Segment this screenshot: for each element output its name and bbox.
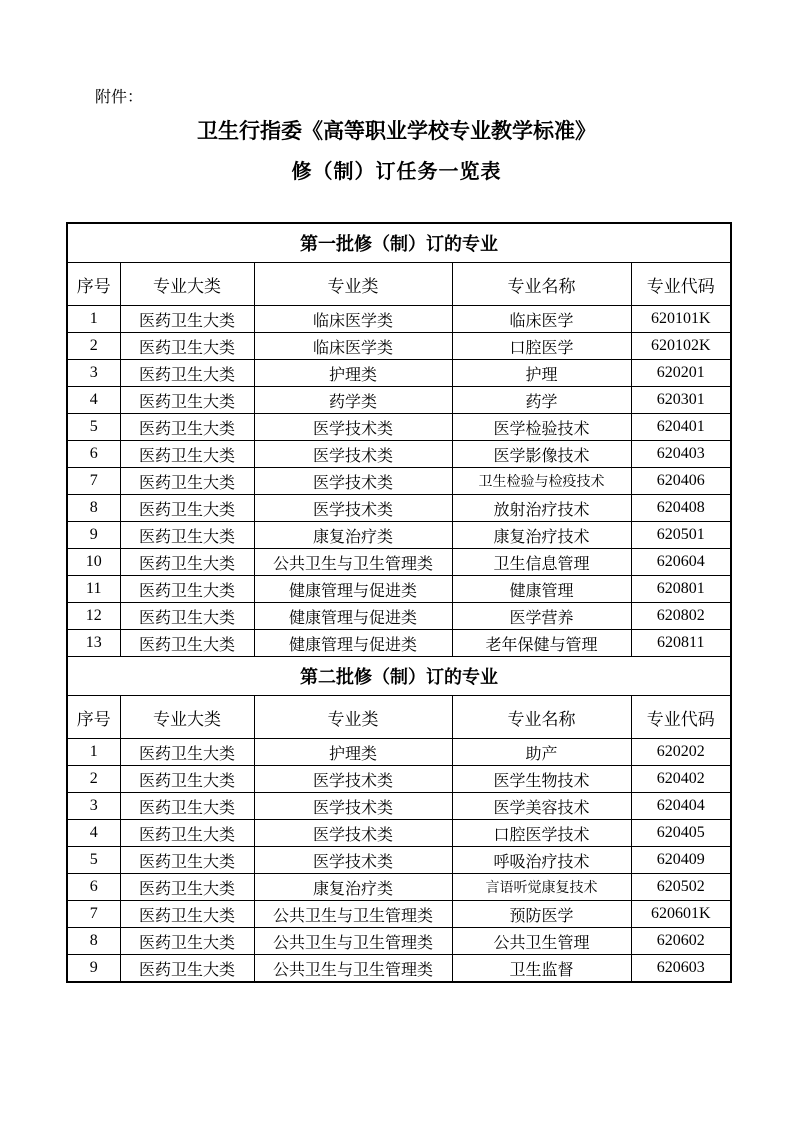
table-cell: 6 <box>67 441 120 468</box>
table-cell: 11 <box>67 576 120 603</box>
table-row <box>67 522 731 549</box>
table-cell: 临床医学类 <box>254 333 452 360</box>
table-cell: 13 <box>67 630 120 657</box>
table-cell: 7 <box>67 468 120 495</box>
table-cell: 医学技术类 <box>254 793 452 820</box>
table-cell: 620201 <box>631 360 731 387</box>
table-cell: 医药卫生大类 <box>120 441 254 468</box>
column-header: 专业类 <box>254 696 452 739</box>
table-cell: 医药卫生大类 <box>120 847 254 874</box>
table-row <box>67 847 731 874</box>
table-cell: 公共卫生与卫生管理类 <box>254 928 452 955</box>
table-row <box>67 360 731 387</box>
table-cell: 医药卫生大类 <box>120 576 254 603</box>
table-cell: 康复治疗技术 <box>452 522 631 549</box>
table-cell: 620406 <box>631 468 731 495</box>
table-cell: 8 <box>67 495 120 522</box>
table-cell: 10 <box>67 549 120 576</box>
table-cell: 620802 <box>631 603 731 630</box>
table-cell: 医学技术类 <box>254 414 452 441</box>
attachment-label: 附件： <box>95 89 144 106</box>
table-cell: 8 <box>67 928 120 955</box>
table-cell: 7 <box>67 901 120 928</box>
table-cell: 医学影像技术 <box>452 441 631 468</box>
table-cell: 1 <box>67 306 120 333</box>
table-cell: 呼吸治疗技术 <box>452 847 631 874</box>
column-header: 序号 <box>67 263 120 306</box>
table-cell: 620404 <box>631 793 731 820</box>
table-cell: 1 <box>67 739 120 766</box>
document-title-line2: 修（制）订任务一览表 <box>291 161 502 183</box>
table-cell: 老年保健与管理 <box>452 630 631 657</box>
table-cell: 4 <box>67 820 120 847</box>
section-title: 第一批修（制）订的专业 <box>67 223 731 263</box>
table-row <box>67 901 731 928</box>
table-cell: 医学技术类 <box>254 820 452 847</box>
table-row <box>67 468 731 495</box>
column-header: 专业名称 <box>452 263 631 306</box>
table-cell: 康复治疗类 <box>254 874 452 901</box>
table-cell: 医药卫生大类 <box>120 630 254 657</box>
table-cell: 医药卫生大类 <box>120 306 254 333</box>
table-cell: 卫生监督 <box>452 955 631 983</box>
table-cell: 公共卫生与卫生管理类 <box>254 955 452 983</box>
table-cell: 医药卫生大类 <box>120 549 254 576</box>
table-cell: 药学类 <box>254 387 452 414</box>
table-cell: 620501 <box>631 522 731 549</box>
table-cell: 医药卫生大类 <box>120 360 254 387</box>
table-row <box>67 549 731 576</box>
table-row <box>67 793 731 820</box>
table-cell: 医药卫生大类 <box>120 739 254 766</box>
table-cell: 620202 <box>631 739 731 766</box>
table-cell: 医学技术类 <box>254 441 452 468</box>
table-cell: 620301 <box>631 387 731 414</box>
table-cell: 口腔医学 <box>452 333 631 360</box>
column-header: 序号 <box>67 696 120 739</box>
table-row <box>67 739 731 766</box>
table-cell: 5 <box>67 847 120 874</box>
table-row <box>67 630 731 657</box>
table-row <box>67 820 731 847</box>
column-header: 专业大类 <box>120 696 254 739</box>
table-cell: 医药卫生大类 <box>120 522 254 549</box>
column-header: 专业代码 <box>631 263 731 306</box>
table-cell: 医学技术类 <box>254 847 452 874</box>
table-cell: 620602 <box>631 928 731 955</box>
table-cell: 医学美容技术 <box>452 793 631 820</box>
table-cell: 医药卫生大类 <box>120 603 254 630</box>
table-row <box>67 874 731 901</box>
revision-task-table <box>66 222 732 983</box>
table-cell: 医药卫生大类 <box>120 468 254 495</box>
table-cell: 4 <box>67 387 120 414</box>
table-cell: 临床医学类 <box>254 306 452 333</box>
task-table-body <box>67 223 731 982</box>
table-cell: 620102K <box>631 333 731 360</box>
table-cell: 2 <box>67 766 120 793</box>
table-cell: 健康管理与促进类 <box>254 630 452 657</box>
table-cell: 医药卫生大类 <box>120 766 254 793</box>
table-cell: 康复治疗类 <box>254 522 452 549</box>
table-cell: 医药卫生大类 <box>120 387 254 414</box>
table-cell: 医学营养 <box>452 603 631 630</box>
table-cell: 医药卫生大类 <box>120 955 254 983</box>
table-cell: 医学检验技术 <box>452 414 631 441</box>
table-cell: 言语听觉康复技术 <box>452 874 631 901</box>
table-cell: 9 <box>67 955 120 983</box>
table-cell: 公共卫生与卫生管理类 <box>254 549 452 576</box>
table-row <box>67 387 731 414</box>
table-cell: 护理类 <box>254 360 452 387</box>
table-cell: 3 <box>67 360 120 387</box>
table-cell: 620811 <box>631 630 731 657</box>
column-header-row <box>67 263 731 306</box>
table-row <box>67 576 731 603</box>
table-cell: 620801 <box>631 576 731 603</box>
table-cell: 医学技术类 <box>254 468 452 495</box>
table-cell: 9 <box>67 522 120 549</box>
table-cell: 6 <box>67 874 120 901</box>
table-cell: 医学技术类 <box>254 766 452 793</box>
table-cell: 620408 <box>631 495 731 522</box>
table-cell: 医药卫生大类 <box>120 928 254 955</box>
table-cell: 医药卫生大类 <box>120 901 254 928</box>
table-cell: 医学技术类 <box>254 495 452 522</box>
table-row <box>67 333 731 360</box>
table-row <box>67 495 731 522</box>
table-cell: 5 <box>67 414 120 441</box>
column-header-row <box>67 696 731 739</box>
table-cell: 医药卫生大类 <box>120 874 254 901</box>
table-row <box>67 928 731 955</box>
table-row <box>67 603 731 630</box>
table-cell: 卫生检验与检疫技术 <box>452 468 631 495</box>
table-row <box>67 306 731 333</box>
column-header: 专业代码 <box>631 696 731 739</box>
table-cell: 放射治疗技术 <box>452 495 631 522</box>
table-cell: 口腔医学技术 <box>452 820 631 847</box>
table-cell: 620101K <box>631 306 731 333</box>
table-cell: 健康管理与促进类 <box>254 603 452 630</box>
table-cell: 620402 <box>631 766 731 793</box>
table-cell: 公共卫生与卫生管理类 <box>254 901 452 928</box>
column-header: 专业类 <box>254 263 452 306</box>
table-cell: 预防医学 <box>452 901 631 928</box>
table-row <box>67 441 731 468</box>
table-cell: 医药卫生大类 <box>120 495 254 522</box>
column-header: 专业名称 <box>452 696 631 739</box>
table-cell: 医学生物技术 <box>452 766 631 793</box>
table-cell: 医药卫生大类 <box>120 333 254 360</box>
table-cell: 卫生信息管理 <box>452 549 631 576</box>
section-title: 第二批修（制）订的专业 <box>67 657 731 696</box>
table-cell: 公共卫生管理 <box>452 928 631 955</box>
table-cell: 2 <box>67 333 120 360</box>
table-cell: 620403 <box>631 441 731 468</box>
table-cell: 健康管理 <box>452 576 631 603</box>
table-cell: 医药卫生大类 <box>120 793 254 820</box>
table-cell: 620604 <box>631 549 731 576</box>
table-cell: 医药卫生大类 <box>120 820 254 847</box>
table-cell: 医药卫生大类 <box>120 414 254 441</box>
table-cell: 助产 <box>452 739 631 766</box>
table-cell: 620601K <box>631 901 731 928</box>
table-row <box>67 766 731 793</box>
table-cell: 620603 <box>631 955 731 983</box>
table-cell: 620405 <box>631 820 731 847</box>
section-title-row <box>67 223 731 263</box>
table-row <box>67 955 731 983</box>
table-cell: 620409 <box>631 847 731 874</box>
table-cell: 护理 <box>452 360 631 387</box>
table-row <box>67 414 731 441</box>
section-title-row <box>67 657 731 696</box>
table-cell: 620401 <box>631 414 731 441</box>
document-title-line1: 卫生行指委《高等职业学校专业教学标准》 <box>197 120 596 143</box>
table-cell: 护理类 <box>254 739 452 766</box>
table-cell: 12 <box>67 603 120 630</box>
column-header: 专业大类 <box>120 263 254 306</box>
table-cell: 620502 <box>631 874 731 901</box>
table-cell: 药学 <box>452 387 631 414</box>
table-cell: 临床医学 <box>452 306 631 333</box>
table-cell: 健康管理与促进类 <box>254 576 452 603</box>
table-cell: 3 <box>67 793 120 820</box>
